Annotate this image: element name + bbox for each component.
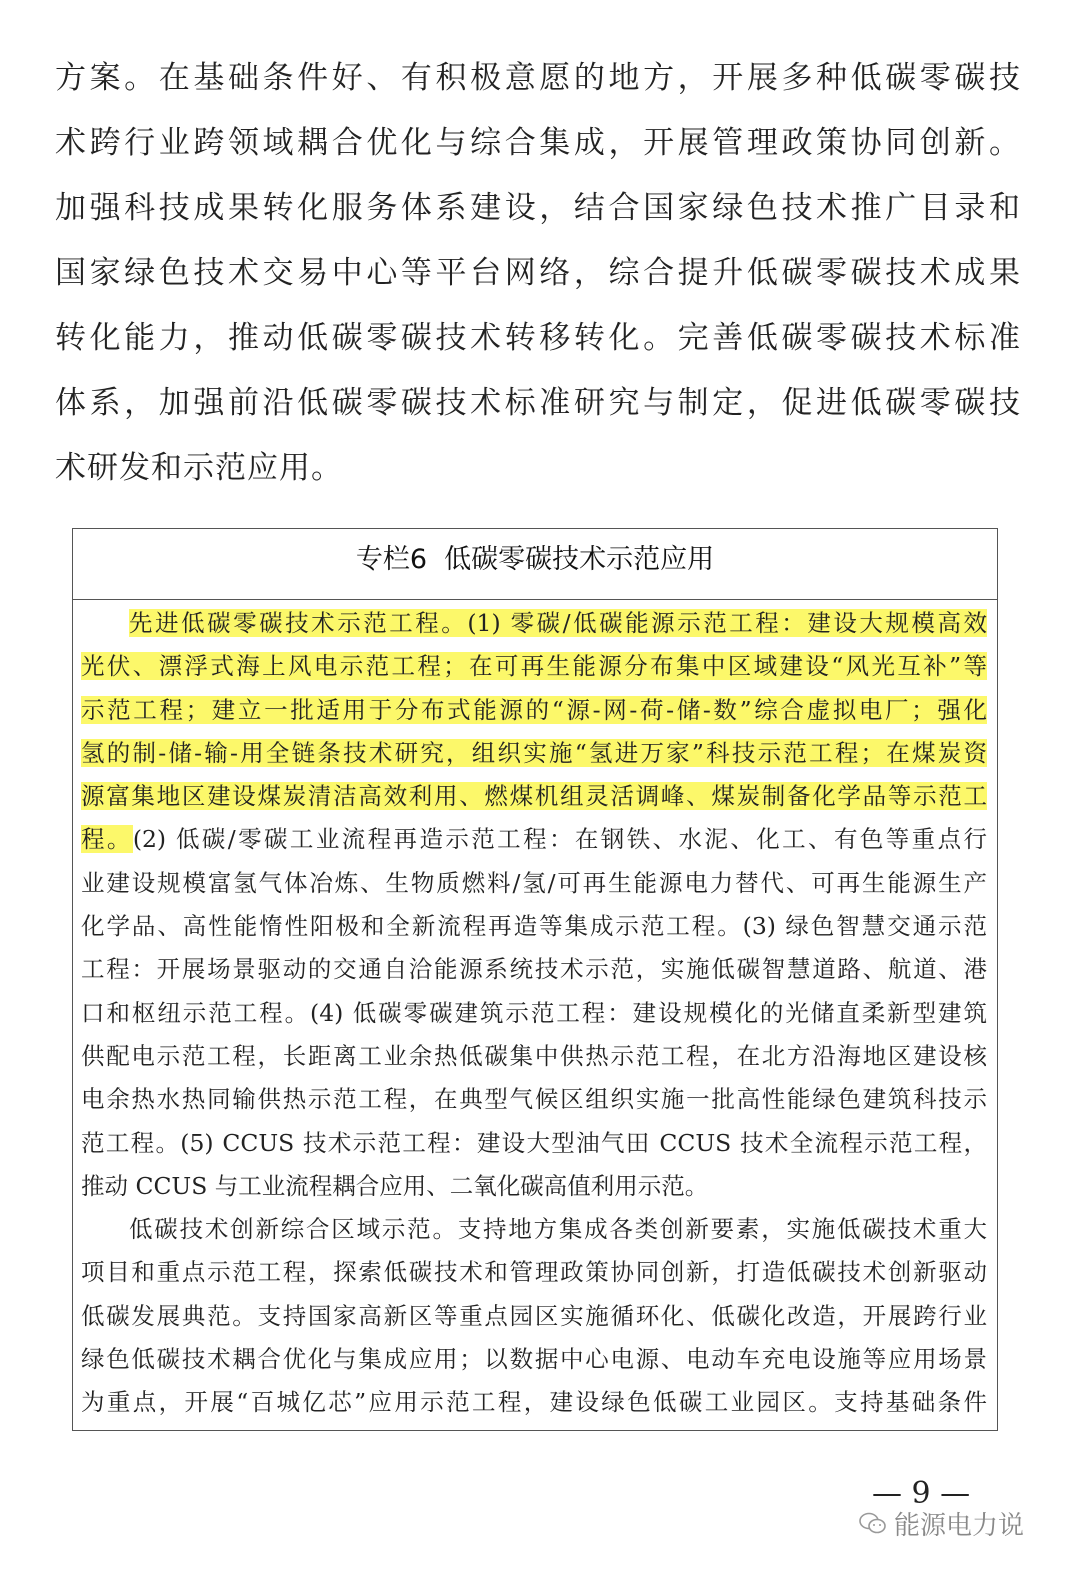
box-line <box>81 1165 987 1208</box>
highlighted-text: 光伏、漂浮式海上风电示范工程；在可再生能源分布集中区域建设“风光互补”等 <box>81 652 987 681</box>
column-box <box>72 528 998 1431</box>
box-body <box>81 602 987 1425</box>
box-line <box>81 905 987 948</box>
line-text: 工程：开展场景驱动的交通自洽能源系统技术示范，实施低碳智慧道路、航道、港 <box>81 955 987 984</box>
highlighted-text: 先进低碳零碳技术示范工程。(1) 零碳/低碳能源示范工程：建设大规模高效 <box>129 609 987 637</box>
watermark <box>858 1505 1024 1542</box>
box-line <box>81 948 987 991</box>
line-text: 业建设规模富氢气体冶炼、生物质燃料/氢/可再生能源电力替代、可再生能源生产 <box>81 868 987 897</box>
box-title: 专栏6 低碳零碳技术示范应用 <box>73 529 997 600</box>
paragraph-line: 术研发和示范应用。 <box>55 450 343 486</box>
line-text: 为重点，开展“百城亿芯”应用示范工程，建设绿色低碳工业园区。支持基础条件 <box>81 1388 987 1417</box>
wechat-icon <box>858 1511 888 1537</box>
line-text: 低碳发展典范。支持国家高新区等重点园区实施循环化、低碳化改造，开展跨行业 <box>81 1301 987 1330</box>
box-line <box>81 1251 987 1294</box>
box-line <box>81 1122 987 1165</box>
box-line <box>81 862 987 905</box>
paragraph-line: 方案。在基础条件好、有积极意愿的地方，开展多种低碳零碳技 <box>55 60 1021 96</box>
watermark-text: 能源电力说 <box>894 1511 1025 1541</box>
line-text: 项目和重点示范工程，探索低碳技术和管理政策协同创新，打造低碳技术创新驱动 <box>81 1258 987 1287</box>
box-line <box>81 689 987 732</box>
line-text: (2) 低碳/零碳工业流程再造示范工程：在钢铁、水泥、化工、有色等重点行 <box>132 825 987 854</box>
line-text: 范工程。(5) CCUS 技术示范工程：建设大型油气田 CCUS 技术全流程示范工程， <box>81 1128 987 1157</box>
highlighted-text: 示范工程；建立一批适用于分布式能源的“源-网-荷-储-数”综合虚拟电厂；强化 <box>81 695 987 724</box>
box-line <box>81 1035 987 1078</box>
paragraph-line: 加强科技成果转化服务体系建设，结合国家绿色技术推广目录和 <box>55 190 1021 226</box>
box-line <box>81 1338 987 1381</box>
box-line <box>81 1078 987 1121</box>
paragraph-line: 转化能力，推动低碳零碳技术转移转化。完善低碳零碳技术标准 <box>55 320 1021 356</box>
top-paragraph <box>55 46 1021 501</box>
paragraph-line: 体系，加强前沿低碳零碳技术标准研究与制定，促进低碳零碳技 <box>55 385 1021 421</box>
highlighted-text: 程。 <box>81 825 133 854</box>
box-line <box>81 732 987 775</box>
box-line <box>81 818 987 861</box>
line-text: 低碳技术创新综合区域示范。支持地方集成各类创新要素，实施低碳技术重大 <box>129 1215 987 1244</box>
box-line <box>81 1381 987 1424</box>
highlighted-text: 源富集地区建设煤炭清洁高效利用、燃煤机组灵活调峰、煤炭制备化学品等示范工 <box>81 782 987 811</box>
box-line <box>81 1208 987 1251</box>
line-text: 口和枢纽示范工程。(4) 低碳零碳建筑示范工程：建设规模化的光储直柔新型建筑 <box>81 998 987 1027</box>
box-line <box>81 992 987 1035</box>
line-text: 化学品、高性能惰性阳极和全新流程再造等集成示范工程。(3) 绿色智慧交通示范 <box>81 912 987 941</box>
box-line <box>81 645 987 688</box>
paragraph-line: 术跨行业跨领域耦合优化与综合集成，开展管理政策协同创新。 <box>55 125 1021 161</box>
line-text: 推动 CCUS 与工业流程耦合应用、二氧化碳高值利用示范。 <box>81 1171 709 1200</box>
box-line <box>81 602 987 645</box>
box-line <box>81 1295 987 1338</box>
line-text: 供配电示范工程，长距离工业余热低碳集中供热示范工程，在北方沿海地区建设核 <box>81 1041 987 1070</box>
paragraph-line: 国家绿色技术交易中心等平台网络，综合提升低碳零碳技术成果 <box>55 255 1021 291</box>
highlighted-text: 氢的制-储-输-用全链条技术研究，组织实施“氢进万家”科技示范工程；在煤炭资 <box>81 738 987 767</box>
line-text: 绿色低碳技术耦合优化与集成应用；以数据中心电源、电动车充电设施等应用场景 <box>81 1345 987 1374</box>
box-line <box>81 775 987 818</box>
line-text: 电余热水热同输供热示范工程，在典型气候区组织实施一批高性能绿色建筑科技示 <box>81 1085 987 1114</box>
page-number: — 9 — <box>872 1476 971 1511</box>
